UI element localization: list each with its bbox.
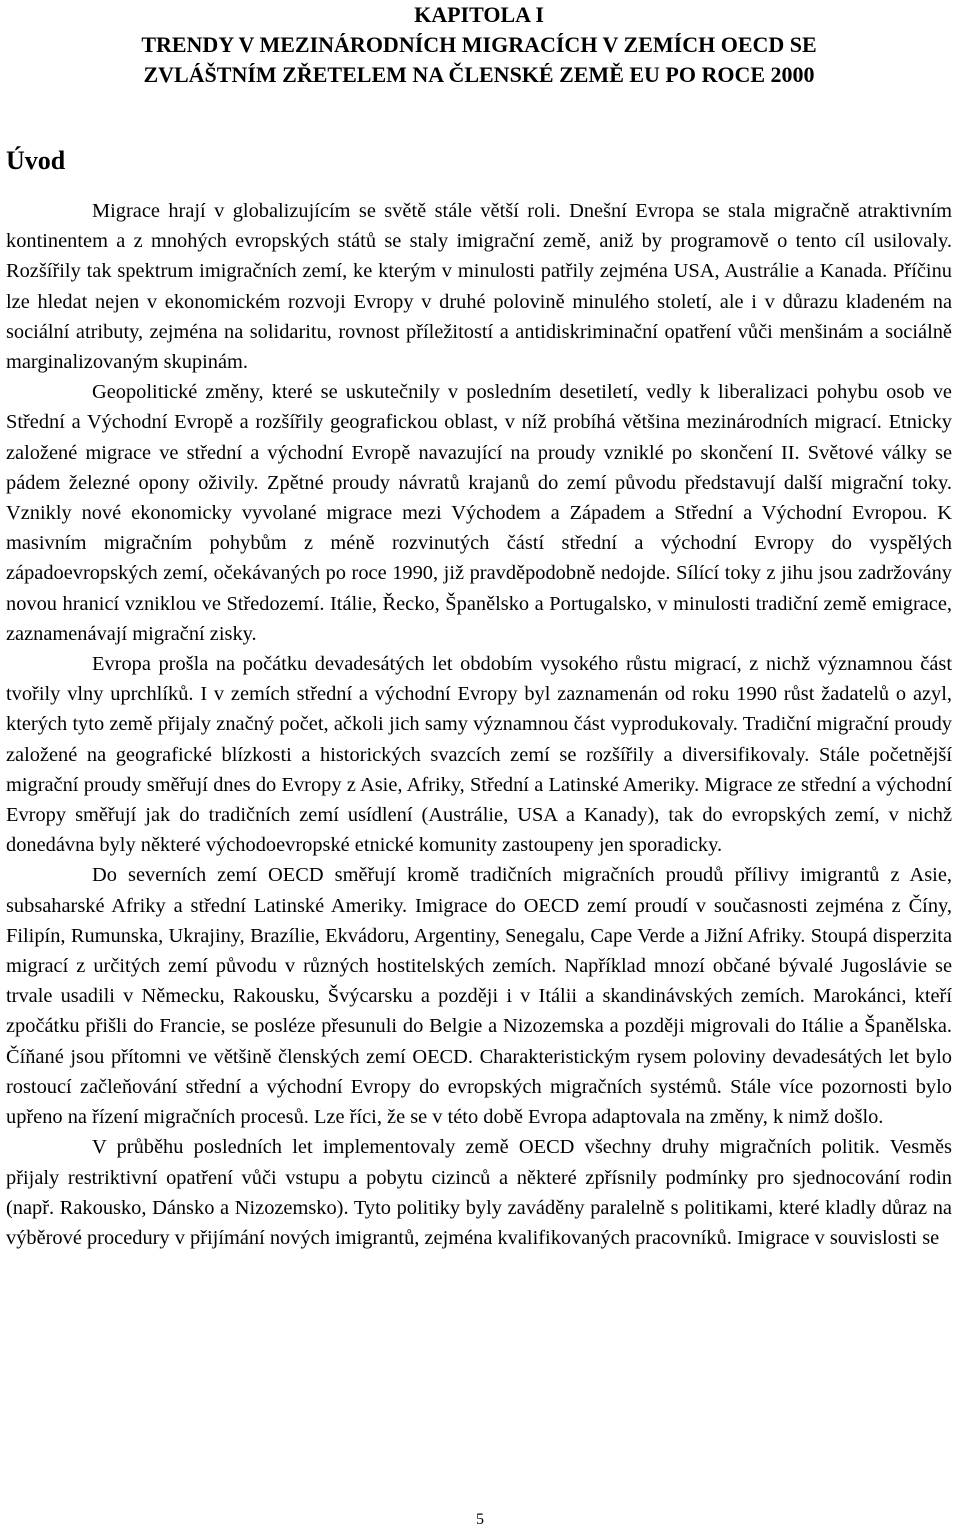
chapter-title-line-2: ZVLÁŠTNÍM ZŘETELEM NA ČLENSKÉ ZEMĚ EU PO ROCE 2000 <box>143 62 815 87</box>
section-title: Úvod <box>6 146 66 175</box>
page-number: 5 <box>476 1511 484 1528</box>
chapter-label: KAPITOLA I <box>414 2 544 27</box>
paragraph-5: V průběhu posledních let implementovaly země OECD všechny druhy migračních politik. Vesměs přijaly restriktivní opatření vůči vstupu a pobytu cizinců a některé zpřísnily podmínky pro sjednocování rodin (např. Rakousko, Dánsko a Nizozemsko). Tyto politiky byly zaváděny paralelně s politikami, které kladly důraz na výběrové procedury v přijímání nových imigrantů, zejména kvalifikovaných pracovníků. Imigrace v souvislosti se <box>6 1136 952 1249</box>
paragraph-2: Geopolitické změny, které se uskutečnily v posledním desetiletí, vedly k liberalizaci pohybu osob ve Střední a Východní Evropě a rozšířily geografickou oblast, v níž probíhá většina mezinárodních migrací. Etnicky založené migrace ve střední a východní Evropě navazující na proudy vzniklé po skončení II. Světové války se pádem železné opony oživily. Zpětné proudy návratů krajanů do zemí původu představují další migrační toky. Vznikly nové ekonomicky vyvolané migrace mezi Východem a Západem a Střední a Východní Evropou. K masivním migračním pohybům z méně rozvinutých částí střední a východní Evropy do vyspělých západoevropských zemí, očekávaných po roce 1990, již pravděpodobně nedojde. Sílící toky z jihu jsou zadržovány novou hranicí vzniklou ve Středozemí. Itálie, Řecko, Španělsko a Portugalsko, v minulosti tradiční země emigrace, zaznamenávají migrační zisky. <box>6 381 952 645</box>
chapter-title-line-1: TRENDY V MEZINÁRODNÍCH MIGRACÍCH V ZEMÍCH OECD SE <box>141 32 817 57</box>
body-text <box>6 196 952 1253</box>
paragraph-1: Migrace hrají v globalizujícím se světě stále větší roli. Dnešní Evropa se stala migračně atraktivním kontinentem a z mnohých evropských států se staly imigrační země, aniž by programově o tento cíl usilovaly. Rozšířily tak spektrum imigračních zemí, ke kterým v minulosti patřily zejména USA, Austrálie a Kanada. Příčinu lze hledat nejen v ekonomickém rozvoji Evropy v druhé polovině minulého století, ale i v důrazu kladeném na sociální atributy, zejména na solidaritu, rovnost příležitostí a antidiskriminační opatření vůči menšinám a sociálně marginalizovaným skupinám. <box>6 200 952 374</box>
paragraph-4: Do severních zemí OECD směřují kromě tradičních migračních proudů přílivy imigrantů z Asie, subsaharské Afriky a střední Latinské Ameriky. Imigrace do OECD zemí proudí v současnosti zejména z Číny, Filipín, Rumunska, Ukrajiny, Brazílie, Ekvádoru, Argentiny, Senegalu, Cape Verde a Jižní Afriky. Stoupá disperzita migrací z určitých zemí původu v různých hostitelských zemích. Například mnozí občané bývalé Jugoslávie se trvale usadili v Německu, Rakousku, Švýcarsku a později i v Itálii a skandinávských zemích. Marokánci, kteří zpočátku přišli do Francie, se posléze přesunuli do Belgie a Nizozemska a později migrovali do Itálie a Španělska. Číňané jsou přítomni ve většině členských zemí OECD. Charakteristickým rysem poloviny devadesátých let bylo rostoucí začleňování střední a východní Evropy do evropských migračních systémů. Stále více pozornosti bylo upřeno na řízení migračních procesů. Lze říci, že se v této době Evropa adaptovala na změny, k nimž došlo. <box>6 864 952 1129</box>
paragraph-3: Evropa prošla na počátku devadesátých let obdobím vysokého růstu migrací, z nichž významnou část tvořily vlny uprchlíků. I v zemích střední a východní Evropy byl zaznamenán od roku 1990 růst žadatelů o azyl, kterých tyto země přijaly značný počet, ačkoli jich samy významnou část vyprodukovaly. Tradiční migrační proudy založené na geografické blízkosti a historických svazcích zemí se rozšířily a diversifikovaly. Stále početnější migrační proudy směřují dnes do Evropy z Asie, Afriky, Střední a Latinské Ameriky. Migrace ze střední a východní Evropy směřují jak do tradičních zemí usídlení (Austrálie, USA a Kanady), tak do evropských zemí, v nichž donedávna byly některé východoevropské etnické komunity zastoupeny jen sporadicky. <box>6 653 952 857</box>
chapter-heading <box>6 0 952 90</box>
